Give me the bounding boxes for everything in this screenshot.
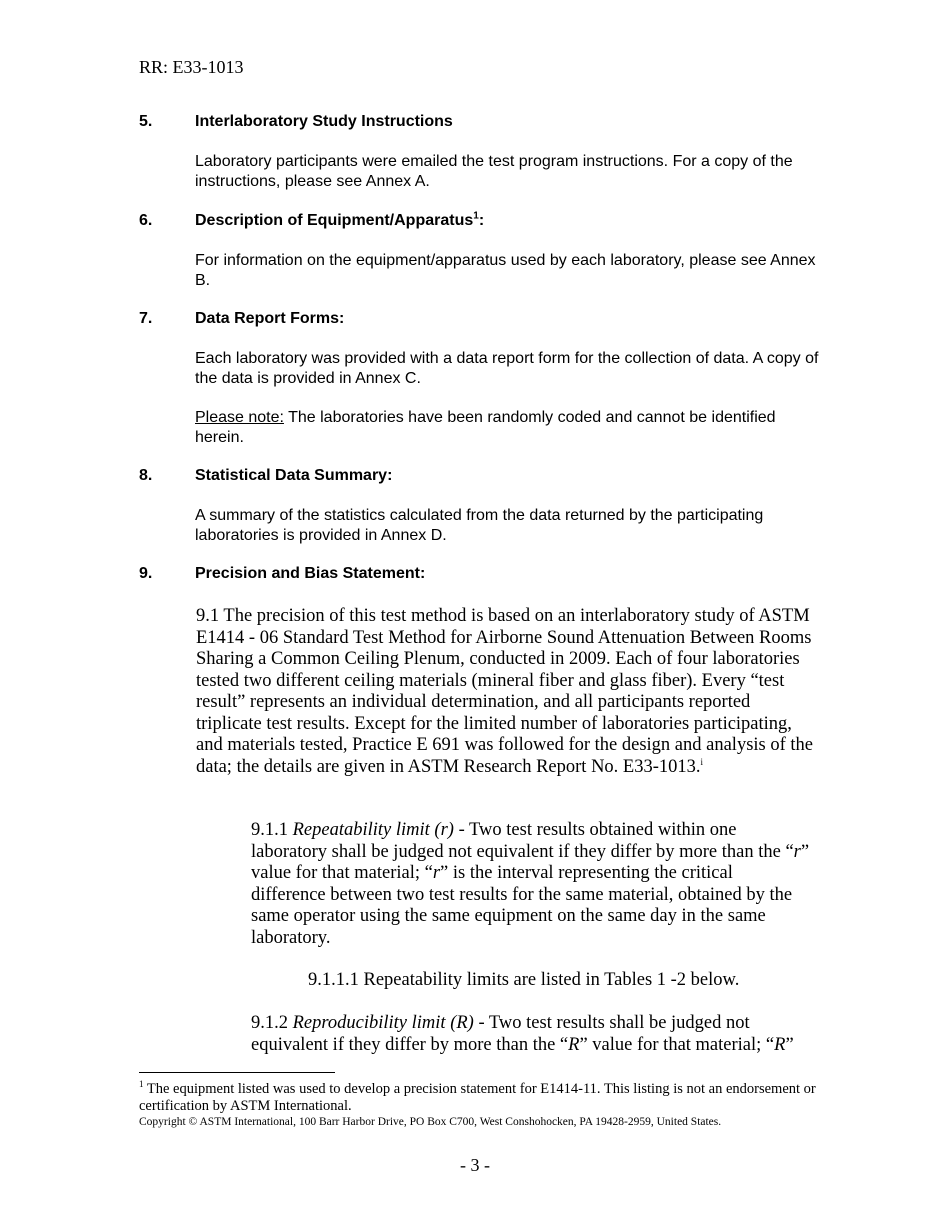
section-6-title-colon: : [478,212,485,229]
symbol-R: R [774,1034,786,1055]
paragraph-9-1-2-number: 9.1.2 [251,1013,293,1033]
please-note-label: Please note: [195,409,284,426]
running-header: RR: E33-1013 [139,57,244,77]
section-6-text: For information on the equipment/apparatus used by each laboratory, please see Annex B. [195,252,816,289]
reproducibility-term: Reproducibility limit (R) [292,1013,474,1033]
paragraph-9-1 [196,606,816,778]
section-7-number: 7. [139,310,153,327]
section-7-text: Each laboratory was provided with a data report form for the collection of data. A copy of the data is provided in Annex C. [195,350,819,387]
section-6-title [195,212,484,230]
paragraph-9-1-1-1: 9.1.1.1 Repeatability limits are listed in Tables 1 -2 below. [308,970,740,990]
section-8-title: Statistical Data Summary: [195,467,393,484]
section-9-title: Precision and Bias Statement: [195,565,426,582]
section-8-number: 8. [139,467,153,484]
symbol-R: R [568,1034,580,1055]
section-9-number: 9. [139,565,153,582]
section-7-title: Data Report Forms: [195,310,345,327]
symbol-r: r [793,841,801,862]
footnote-1 [139,1081,819,1115]
section-5-title: Interlaboratory Study Instructions [195,113,453,130]
section-6-title-text: Description of Equipment/Apparatus [195,212,474,229]
paragraph-9-1-1 [251,820,811,949]
please-note-text: The laboratories have been randomly coded and cannot be identified herein. [195,409,776,446]
paragraph-9-1-text: 9.1 The precision of this test method is based on an interlaboratory study of ASTM E1414 - 06 Standard Test Method for Airborne Sound Attenuation Between Rooms Sharing a Common Ceiling Plenum, conducted in 2009. Each of four laboratories tested two different ceiling materials (mineral fiber and glass fiber). Every “test result” represents an individual determination, and all participants reported triplicate test results. Except for the limited number of laboratories participating, and materials tested, Practice E 691 was followed for the design and analysis of the data; the details are given in ASTM Research Report No. E33-1013. [196,606,813,777]
footnote-separator [139,1072,335,1073]
section-8-text: A summary of the statistics calculated from the data returned by the participating laboratories is provided in Annex D. [195,507,764,544]
paragraph-9-1-2-text-c: ” [785,1034,794,1055]
paragraph-9-1-2 [251,1013,811,1056]
paragraph-9-1-1-text-a: - Two test results obtained within one laboratory shall be judged not equivalent if they differ by more than the “ [251,820,794,862]
section-5-number: 5. [139,113,153,130]
endnote-ref-i: i [700,756,704,767]
symbol-r: r [432,863,441,883]
repeatability-term: Repeatability limit (r) [292,820,454,840]
paragraph-9-1-1-text-b: ” value for that material; “ [251,841,810,883]
section-7-note [195,408,820,448]
paragraph-9-1-1-number: 9.1.1 [251,820,293,840]
paragraph-9-1-1-text-c: ” is the interval representing the critical difference between two test results for the same material, obtained by the same operator using the same equipment on the same day in the same laboratory. [251,863,793,948]
section-6-number: 6. [139,212,153,229]
copyright-line: Copyright © ASTM International, 100 Barr Harbor Drive, PO Box C700, West Conshohocken, PA 19428-2959, United States. [139,1116,722,1128]
page-number: - 3 - [460,1155,490,1175]
section-5-text: Laboratory participants were emailed the test program instructions. For a copy of the instructions, please see Annex A. [195,153,793,190]
footnote-mark: 1 [139,1079,144,1090]
paragraph-9-1-2-text-b: ” value for that material; “ [579,1034,775,1055]
footnote-text: The equipment listed was used to develop a precision statement for E1414-11. This listing is not an endorsement or certification by ASTM International. [139,1081,816,1114]
paragraph-9-1-2-text-a: - Two test results shall be judged not equivalent if they differ by more than the “ [251,1013,750,1055]
footnote-ref-1: 1 [473,210,479,222]
